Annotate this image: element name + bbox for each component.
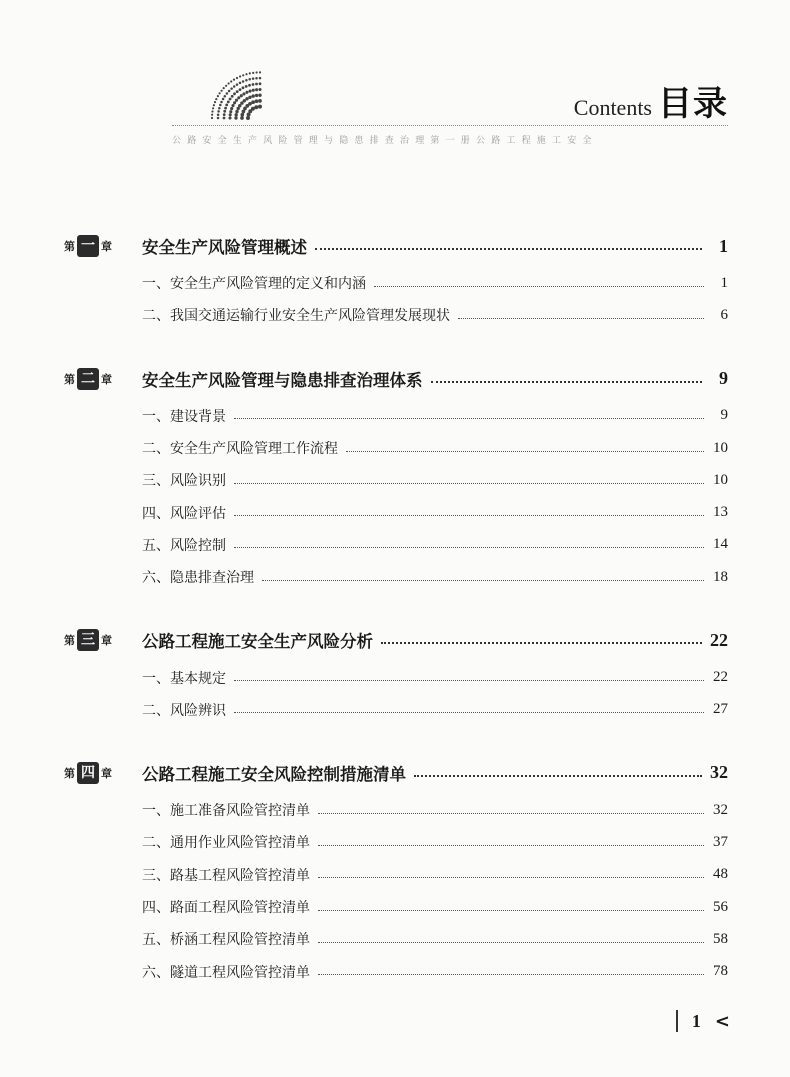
chapter-block [64, 752, 728, 988]
chapter-block [64, 358, 728, 594]
footer-divider [676, 1010, 678, 1032]
dot-leader [458, 318, 704, 319]
chapter-badge [64, 629, 126, 651]
chapter-entry[interactable] [64, 358, 728, 400]
section-title: 四、风险评估 [142, 505, 226, 522]
chapter-number: 一 [77, 235, 99, 257]
dot-leader [262, 580, 704, 581]
chapter-prefix: 第 [64, 372, 75, 386]
section-title: 二、安全生产风险管理工作流程 [142, 441, 338, 458]
title-english: Contents [573, 95, 652, 120]
chapter-title: 公路工程施工安全生产风险分析 [142, 632, 373, 652]
chapter-page-number: 9 [719, 368, 728, 389]
dot-leader [234, 483, 704, 484]
section-title: 一、基本规定 [142, 670, 226, 687]
section-entry[interactable] [142, 955, 728, 987]
section-page-number: 22 [713, 669, 728, 686]
dot-leader [318, 813, 704, 814]
section-title: 五、桥涵工程风险管控清单 [142, 932, 310, 949]
dot-leader [318, 974, 704, 975]
chapter-number: 二 [77, 368, 99, 390]
chapter-entry[interactable] [64, 752, 728, 794]
chapter-title: 公路工程施工安全风险控制措施清单 [142, 764, 406, 784]
section-title: 三、路基工程风险管控清单 [142, 867, 310, 884]
section-title: 六、隧道工程风险管控清单 [142, 964, 310, 981]
section-entry[interactable] [142, 267, 728, 299]
dot-leader [234, 418, 704, 419]
dot-leader [234, 547, 704, 548]
section-page-number: 10 [713, 439, 728, 456]
chapter-number: 三 [77, 629, 99, 651]
prev-arrow-icon: < [714, 1010, 730, 1032]
dot-leader [346, 451, 704, 452]
dotted-fan-logo-icon [165, 60, 275, 120]
chapter-title: 安全生产风险管理与隐患排查治理体系 [142, 370, 423, 390]
section-page-number: 9 [720, 407, 728, 424]
dot-leader [234, 712, 704, 713]
chapter-suffix: 章 [101, 634, 112, 648]
section-page-number: 32 [713, 801, 728, 818]
section-entry[interactable] [142, 694, 728, 726]
header-subtitle: 公路安全生产风险管理与隐患排查治理第一册公路工程施工安全 [172, 136, 598, 146]
title-chinese: 目录 [658, 84, 728, 124]
chapter-page-number: 22 [710, 629, 728, 650]
section-page-number: 18 [713, 568, 728, 585]
chapter-block [64, 225, 728, 332]
section-entry[interactable] [142, 794, 728, 826]
section-title: 一、施工准备风险管控清单 [142, 803, 310, 820]
chapter-page-number: 1 [719, 235, 728, 256]
section-page-number: 10 [713, 471, 728, 488]
section-title: 二、我国交通运输行业安全生产风险管理发展现状 [142, 308, 450, 325]
dot-leader [234, 515, 704, 516]
chapter-entry[interactable] [64, 225, 728, 267]
section-entry[interactable] [142, 661, 728, 693]
section-page-number: 58 [713, 930, 728, 947]
section-entry[interactable] [142, 561, 728, 593]
dot-leader [315, 248, 702, 250]
section-page-number: 14 [713, 536, 728, 553]
section-page-number: 13 [713, 504, 728, 521]
chapter-prefix: 第 [64, 240, 75, 253]
section-page-number: 37 [713, 833, 728, 850]
table-of-contents [64, 225, 728, 1014]
page-footer [676, 1010, 730, 1032]
section-title: 一、安全生产风险管理的定义和内涵 [142, 276, 366, 293]
section-title: 四、路面工程风险管控清单 [142, 900, 310, 916]
section-page-number: 27 [713, 701, 728, 718]
section-title: 五、风险控制 [142, 537, 226, 554]
chapter-badge [64, 368, 126, 390]
dot-leader [318, 910, 704, 911]
page-title [574, 76, 728, 125]
chapter-suffix: 章 [101, 372, 112, 386]
section-title: 二、风险辨识 [142, 702, 226, 719]
dot-leader [381, 642, 702, 644]
dot-leader [318, 877, 704, 878]
dot-leader [414, 775, 702, 777]
section-title: 三、风险识别 [142, 473, 226, 490]
section-title: 六、隐患排查治理 [142, 570, 254, 587]
section-page-number: 56 [713, 898, 728, 915]
chapter-suffix: 章 [101, 240, 112, 253]
section-entry[interactable] [142, 923, 728, 955]
dot-leader [431, 381, 703, 383]
section-page-number: 1 [720, 274, 728, 291]
chapter-entry[interactable] [64, 619, 728, 661]
section-entry[interactable] [142, 826, 728, 858]
section-title: 二、通用作业风险管控清单 [142, 835, 310, 852]
section-title: 一、建设背景 [142, 408, 226, 425]
chapter-prefix: 第 [64, 634, 75, 648]
section-page-number: 78 [713, 963, 728, 980]
chapter-suffix: 章 [101, 766, 112, 780]
section-entry[interactable] [142, 496, 728, 528]
dot-leader [234, 680, 704, 681]
section-entry[interactable] [142, 464, 728, 496]
header-divider [172, 125, 728, 126]
section-entry[interactable] [142, 529, 728, 561]
chapter-block [64, 619, 728, 726]
section-entry[interactable] [142, 859, 728, 891]
dot-leader [318, 845, 704, 846]
dot-leader [374, 286, 704, 287]
chapter-prefix: 第 [64, 766, 75, 780]
section-page-number: 48 [713, 866, 728, 883]
section-entry[interactable] [142, 299, 728, 331]
section-entry[interactable] [142, 891, 728, 923]
chapter-page-number: 32 [710, 762, 728, 783]
section-entry[interactable] [142, 432, 728, 464]
chapter-title: 安全生产风险管理概述 [142, 238, 307, 257]
chapter-badge [64, 235, 126, 257]
page-number: 1 [691, 1010, 701, 1031]
chapter-badge [64, 762, 126, 784]
section-page-number: 6 [720, 306, 728, 323]
chapter-number: 四 [77, 762, 99, 784]
section-entry[interactable] [142, 400, 728, 432]
dot-leader [318, 942, 704, 943]
